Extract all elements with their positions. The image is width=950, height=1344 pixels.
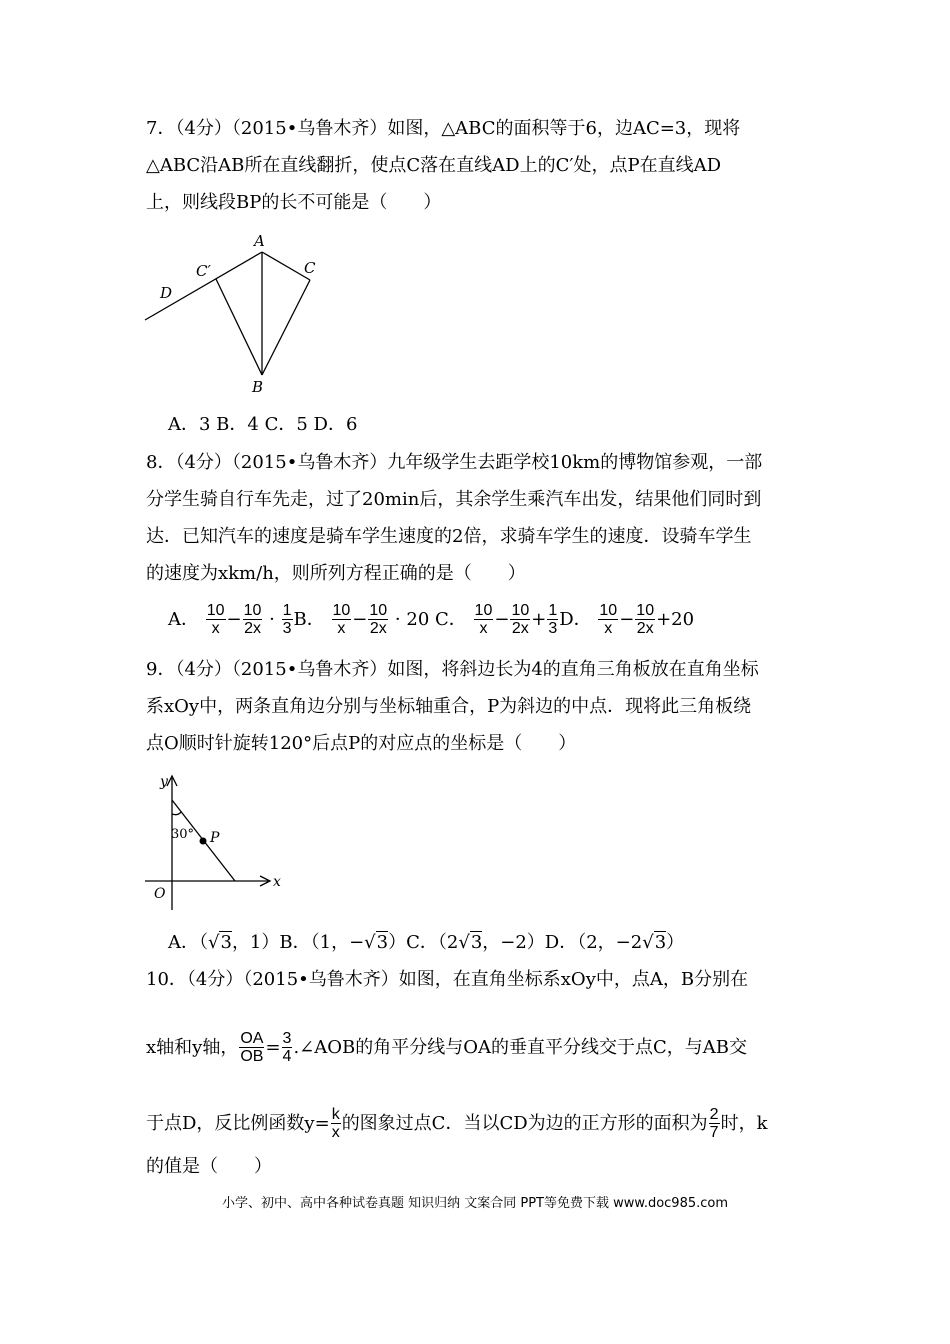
q8-a-frac1-num: 10: [206, 602, 225, 619]
q10-line2: [146, 1030, 747, 1065]
q10-line3-start: 于点D，反比例函数y=: [146, 1112, 330, 1134]
q10-ratio-frac: [239, 1030, 264, 1065]
q8-a-frac2-num: 10: [243, 602, 262, 619]
q7-label-a: A: [254, 232, 265, 250]
q10-line3: [146, 1106, 768, 1141]
q8-c-frac3-num: 1: [548, 602, 558, 619]
q10-line2-start: x轴和y轴，: [146, 1036, 239, 1058]
q8-opt-c-label: C．: [435, 608, 467, 630]
q8-c-frac1: [474, 602, 494, 637]
q8-a-frac2-den: 2x: [244, 620, 261, 637]
q10-line3-end: 时，k: [720, 1112, 768, 1134]
q8-opt-a-label: A．: [168, 608, 199, 630]
q8-opt-b-label: B．: [293, 608, 325, 630]
q8-d-frac2-num: 10: [636, 602, 655, 619]
q8-a-frac2: [243, 602, 263, 637]
q8-a-frac3-num: 1: [282, 602, 292, 619]
q8-opt-d-label: D．: [559, 608, 592, 630]
q8-c-frac3-den: 3: [548, 620, 558, 637]
q9-sqrt-b-radicand: 3: [376, 932, 389, 953]
q8-d-twenty: +20: [656, 608, 695, 630]
q9-sqrt-a-radicand: 3: [220, 932, 232, 953]
q9-sqrt-a: √3: [208, 932, 232, 953]
q9-label-angle: 30°: [171, 827, 195, 842]
q8-b-frac1-num: 10: [332, 602, 351, 619]
q8-c-frac3: [547, 602, 558, 637]
q7-options: A．3 B．4 C．5 D．6: [168, 414, 358, 435]
q8-b-frac1-den: x: [337, 620, 346, 637]
q9-figure: [140, 770, 300, 915]
q10-ratio-den: OB: [240, 1048, 264, 1065]
footer-text: 小学、初中、高中各种试卷真题 知识归纳 文案合同 PPT等免费下载 www.doc985.com: [221, 1196, 729, 1211]
q8-b-minus: −: [352, 608, 368, 630]
q8-a-frac3: [282, 602, 293, 637]
q9-sqrt-c-radicand: 3: [470, 932, 483, 953]
q7-label-c-prime: C′: [196, 262, 211, 280]
q7-label-c: C: [304, 259, 316, 277]
q8-line2: 分学生骑自行车先走，过了20min后，其余学生乘汽车出发，结果他们同时到: [146, 489, 762, 510]
q10-kx-num: k: [331, 1106, 340, 1123]
q10-value-num: 3: [282, 1030, 292, 1047]
q10-kx-frac: [331, 1106, 341, 1141]
q7-figure: [140, 230, 340, 400]
q8-c-minus: −: [494, 608, 510, 630]
q10-area-frac: [709, 1106, 720, 1141]
q8-b-frac2-num: 10: [369, 602, 388, 619]
q9-label-y: y: [160, 774, 168, 790]
q9-opt-a-start: A．（: [168, 932, 208, 953]
q8-line4: 的速度为xkm/h，则所列方程正确的是（ ）: [146, 563, 526, 584]
q8-a-frac1-den: x: [211, 620, 220, 637]
q8-line3: 达．已知汽车的速度是骑车学生速度的2倍，求骑车学生的速度．设骑车学生: [146, 526, 752, 547]
q7-line3: 上，则线段BP的长不可能是（ ）: [146, 192, 442, 213]
q10-kx-den: x: [331, 1124, 340, 1141]
q8-b-twenty: 20: [406, 608, 430, 630]
q8-d-frac1-num: 10: [599, 602, 618, 619]
q9-options: [168, 932, 684, 954]
q7-line1: 7．（4分）（2015•乌鲁木齐）如图，△ABC的面积等于6，边AC=3，现将: [146, 118, 741, 139]
q7-line2: △ABC沿AB所在直线翻折，使点C落在直线AD上的C′处，点P在直线AD: [146, 155, 722, 176]
q10-line2-end: .∠AOB的角平分线与OA的垂直平分线交于点C，与AB交: [293, 1036, 747, 1058]
q9-opt-c-end: ，−2）D．（2，−2: [482, 932, 643, 953]
q9-label-o: O: [154, 886, 166, 902]
q7-label-d: D: [160, 284, 173, 302]
q10-ratio-num: OA: [240, 1030, 264, 1047]
q9-sqrt-c: √3: [458, 932, 483, 953]
q9-label-x: x: [273, 874, 281, 890]
q10-line4: 的值是（ ）: [146, 1156, 272, 1177]
q9-sqrt-d: √3: [642, 932, 667, 953]
q8-a-frac1: [206, 602, 226, 637]
q9-opt-b-end: ）C．（2: [388, 932, 459, 953]
q8-b-frac2: [368, 602, 388, 637]
q10-area-den: 7: [709, 1124, 719, 1141]
q8-c-frac1-den: x: [479, 620, 488, 637]
q8-b-frac2-den: 2x: [369, 620, 387, 637]
q10-value-den: 4: [282, 1048, 292, 1065]
q10-area-num: 2: [709, 1106, 719, 1123]
q10-value-frac: [282, 1030, 293, 1065]
q8-c-plus: +: [531, 608, 547, 630]
q8-a-dot: ·: [269, 608, 275, 630]
q8-d-frac2: [635, 602, 655, 637]
q10-line1: 10．（4分）（2015•乌鲁木齐）如图，在直角坐标系xOy中，点A，B分别在: [146, 969, 749, 990]
q8-d-frac1: [598, 602, 618, 637]
q8-d-frac2-den: 2x: [636, 620, 654, 637]
q9-line2: 系xOy中，两条直角边分别与坐标轴重合，P为斜边的中点．现将此三角板绕: [146, 696, 752, 717]
q10-ratio-eq: =: [265, 1036, 281, 1058]
q9-opt-a-end: ，1）B．（1，−: [231, 932, 365, 953]
q8-c-frac2-num: 10: [511, 602, 530, 619]
q8-c-frac2-den: 2x: [511, 620, 529, 637]
q10-line3-mid: 的图象过点C．当以CD为边的正方形的面积为: [341, 1112, 708, 1134]
q8-d-frac1-den: x: [604, 620, 613, 637]
q8-a-minus: −: [226, 608, 242, 630]
q9-label-p: P: [210, 830, 220, 846]
q9-sqrt-d-radicand: 3: [654, 932, 667, 953]
q9-line3: 点O顺时针旋转120°后点P的对应点的坐标是（ ）: [146, 733, 577, 754]
q8-c-frac1-num: 10: [474, 602, 493, 619]
q8-b-dot: ·: [394, 608, 401, 630]
q8-line1: 8．（4分）（2015•乌鲁木齐）九年级学生去距学校10km的博物馆参观，一部: [146, 452, 763, 473]
q8-b-frac1: [332, 602, 352, 637]
q8-a-frac3-den: 3: [282, 620, 292, 637]
q7-label-b: B: [252, 378, 264, 396]
q9-line1: 9．（4分）（2015•乌鲁木齐）如图，将斜边长为4的直角三角板放在直角坐标: [146, 659, 759, 680]
q9-opt-d-end: ）: [666, 932, 685, 953]
q9-sqrt-b: √3: [364, 932, 389, 953]
q8-c-frac2: [510, 602, 530, 637]
q8-options: [168, 602, 694, 637]
q8-d-minus: −: [619, 608, 635, 630]
